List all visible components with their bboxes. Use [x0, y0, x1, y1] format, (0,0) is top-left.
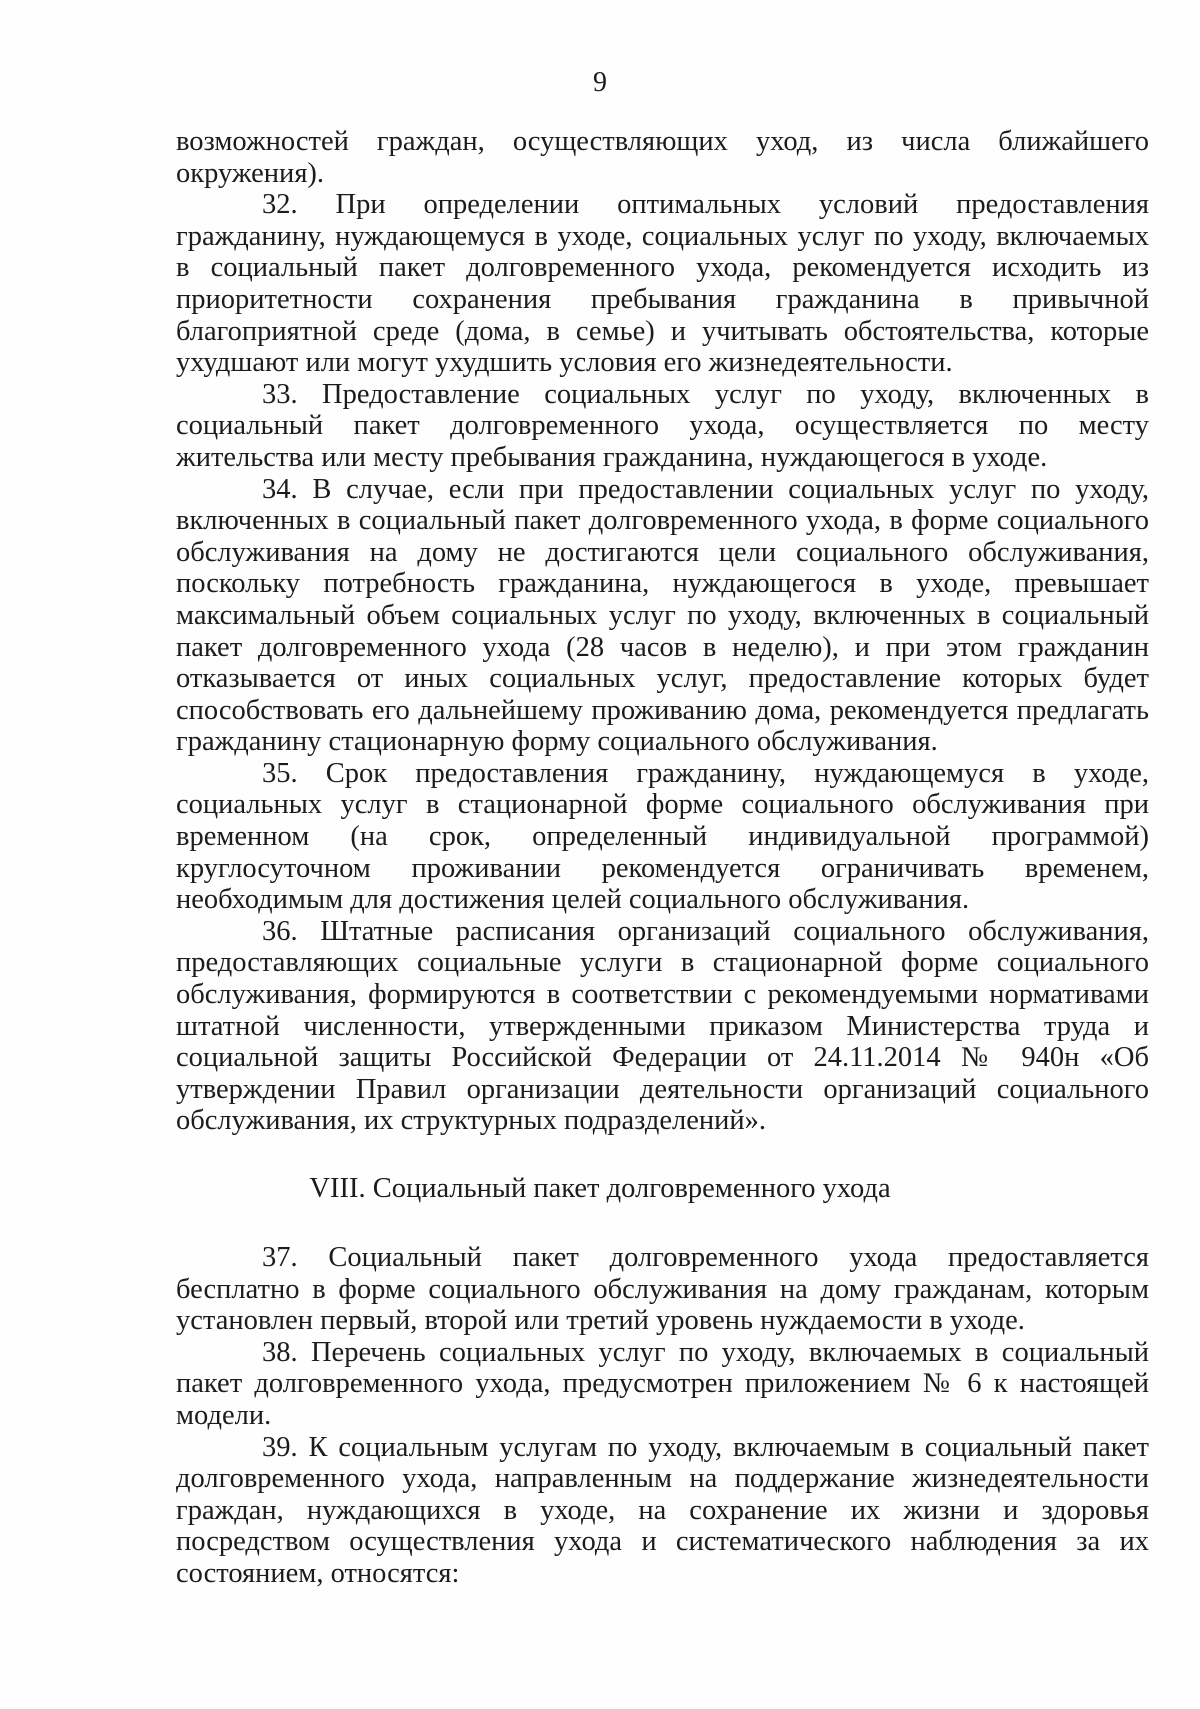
- paragraph-38: 38. Перечень социальных услуг по уходу, включаемых в социальный пакет долговременного ухода, предусмотрен приложением № 6 к настоящей модели.: [176, 1336, 1149, 1431]
- paragraph-34: 34. В случае, если при предоставлении социальных услуг по уходу, включенных в социальный пакет долговременного ухода, в форме социального обслуживания на дому не достигаются цели социального обслуживания, поскольку потребность гражданина, нуждающегося в уходе, превышает максимальный объем социальных услуг по уходу, включенных в социальный пакет долговременного ухода (28 часов в неделю), и при этом гражданин отказывается от иных социальных услуг, предоставление которых будет способствовать его дальнейшему проживанию дома, рекомендуется предлагать гражданину стационарную форму социального обслуживания.: [176, 473, 1149, 758]
- text-block-top: [176, 126, 1149, 1137]
- page-number: 9: [593, 67, 607, 98]
- paragraph-33: 33. Предоставление социальных услуг по уходу, включенных в социальный пакет долговременного ухода, осуществляется по месту жительства или месту пребывания гражданина, нуждающегося в уходе.: [176, 378, 1149, 473]
- paragraph-36: 36. Штатные расписания организаций социального обслуживания, предоставляющих социальные услуги в стационарной форме социального обслуживания, формируются в соответствии с рекомендуемыми нормативами штатной численности, утвержденными приказом Министерства труда и социальной защиты Российской Федерации от 24.11.2014 № 940н «Об утверждении Правил организации деятельности организаций социального обслуживания, их структурных подразделений».: [176, 915, 1149, 1137]
- paragraph-35: 35. Срок предоставления гражданину, нуждающемуся в уходе, социальных услуг в стационарной форме социального обслуживания при временном (на срок, определенный индивидуальной программой) круглосуточном проживании рекомендуется ограничивать временем, необходимым для достижения целей социального обслуживания.: [176, 757, 1149, 916]
- paragraph-37: 37. Социальный пакет долговременного ухода предоставляется бесплатно в форме социального обслуживания на дому гражданам, которым установлен первый, второй или третий уровень нуждаемости в уходе.: [176, 1242, 1149, 1337]
- paragraph-39: 39. К социальным услугам по уходу, включаемым в социальный пакет долговременного ухода, направленным на поддержание жизнедеятельности граждан, нуждающихся в уходе, на сохранение их жизни и здоровья посредством осуществления ухода и систематического наблюдения за их состоянием, относятся:: [176, 1431, 1149, 1589]
- text-block-bottom: [176, 1242, 1149, 1590]
- section-heading: VIII. Социальный пакет долговременного ухода: [309, 1173, 891, 1204]
- paragraph-32: 32. При определении оптимальных условий предоставления гражданину, нуждающемуся в уходе, социальных услуг по уходу, включаемых в социальный пакет долговременного ухода, рекомендуется исходить из приоритетности сохранения пребывания гражданина в привычной благоприятной среде (дома, в семье) и учитывать обстоятельства, которые ухудшают или могут ухудшить условия его жизнедеятельности.: [176, 189, 1149, 379]
- paragraph-continuation: возможностей граждан, осуществляющих уход, из числа ближайшего окружения).: [176, 126, 1149, 189]
